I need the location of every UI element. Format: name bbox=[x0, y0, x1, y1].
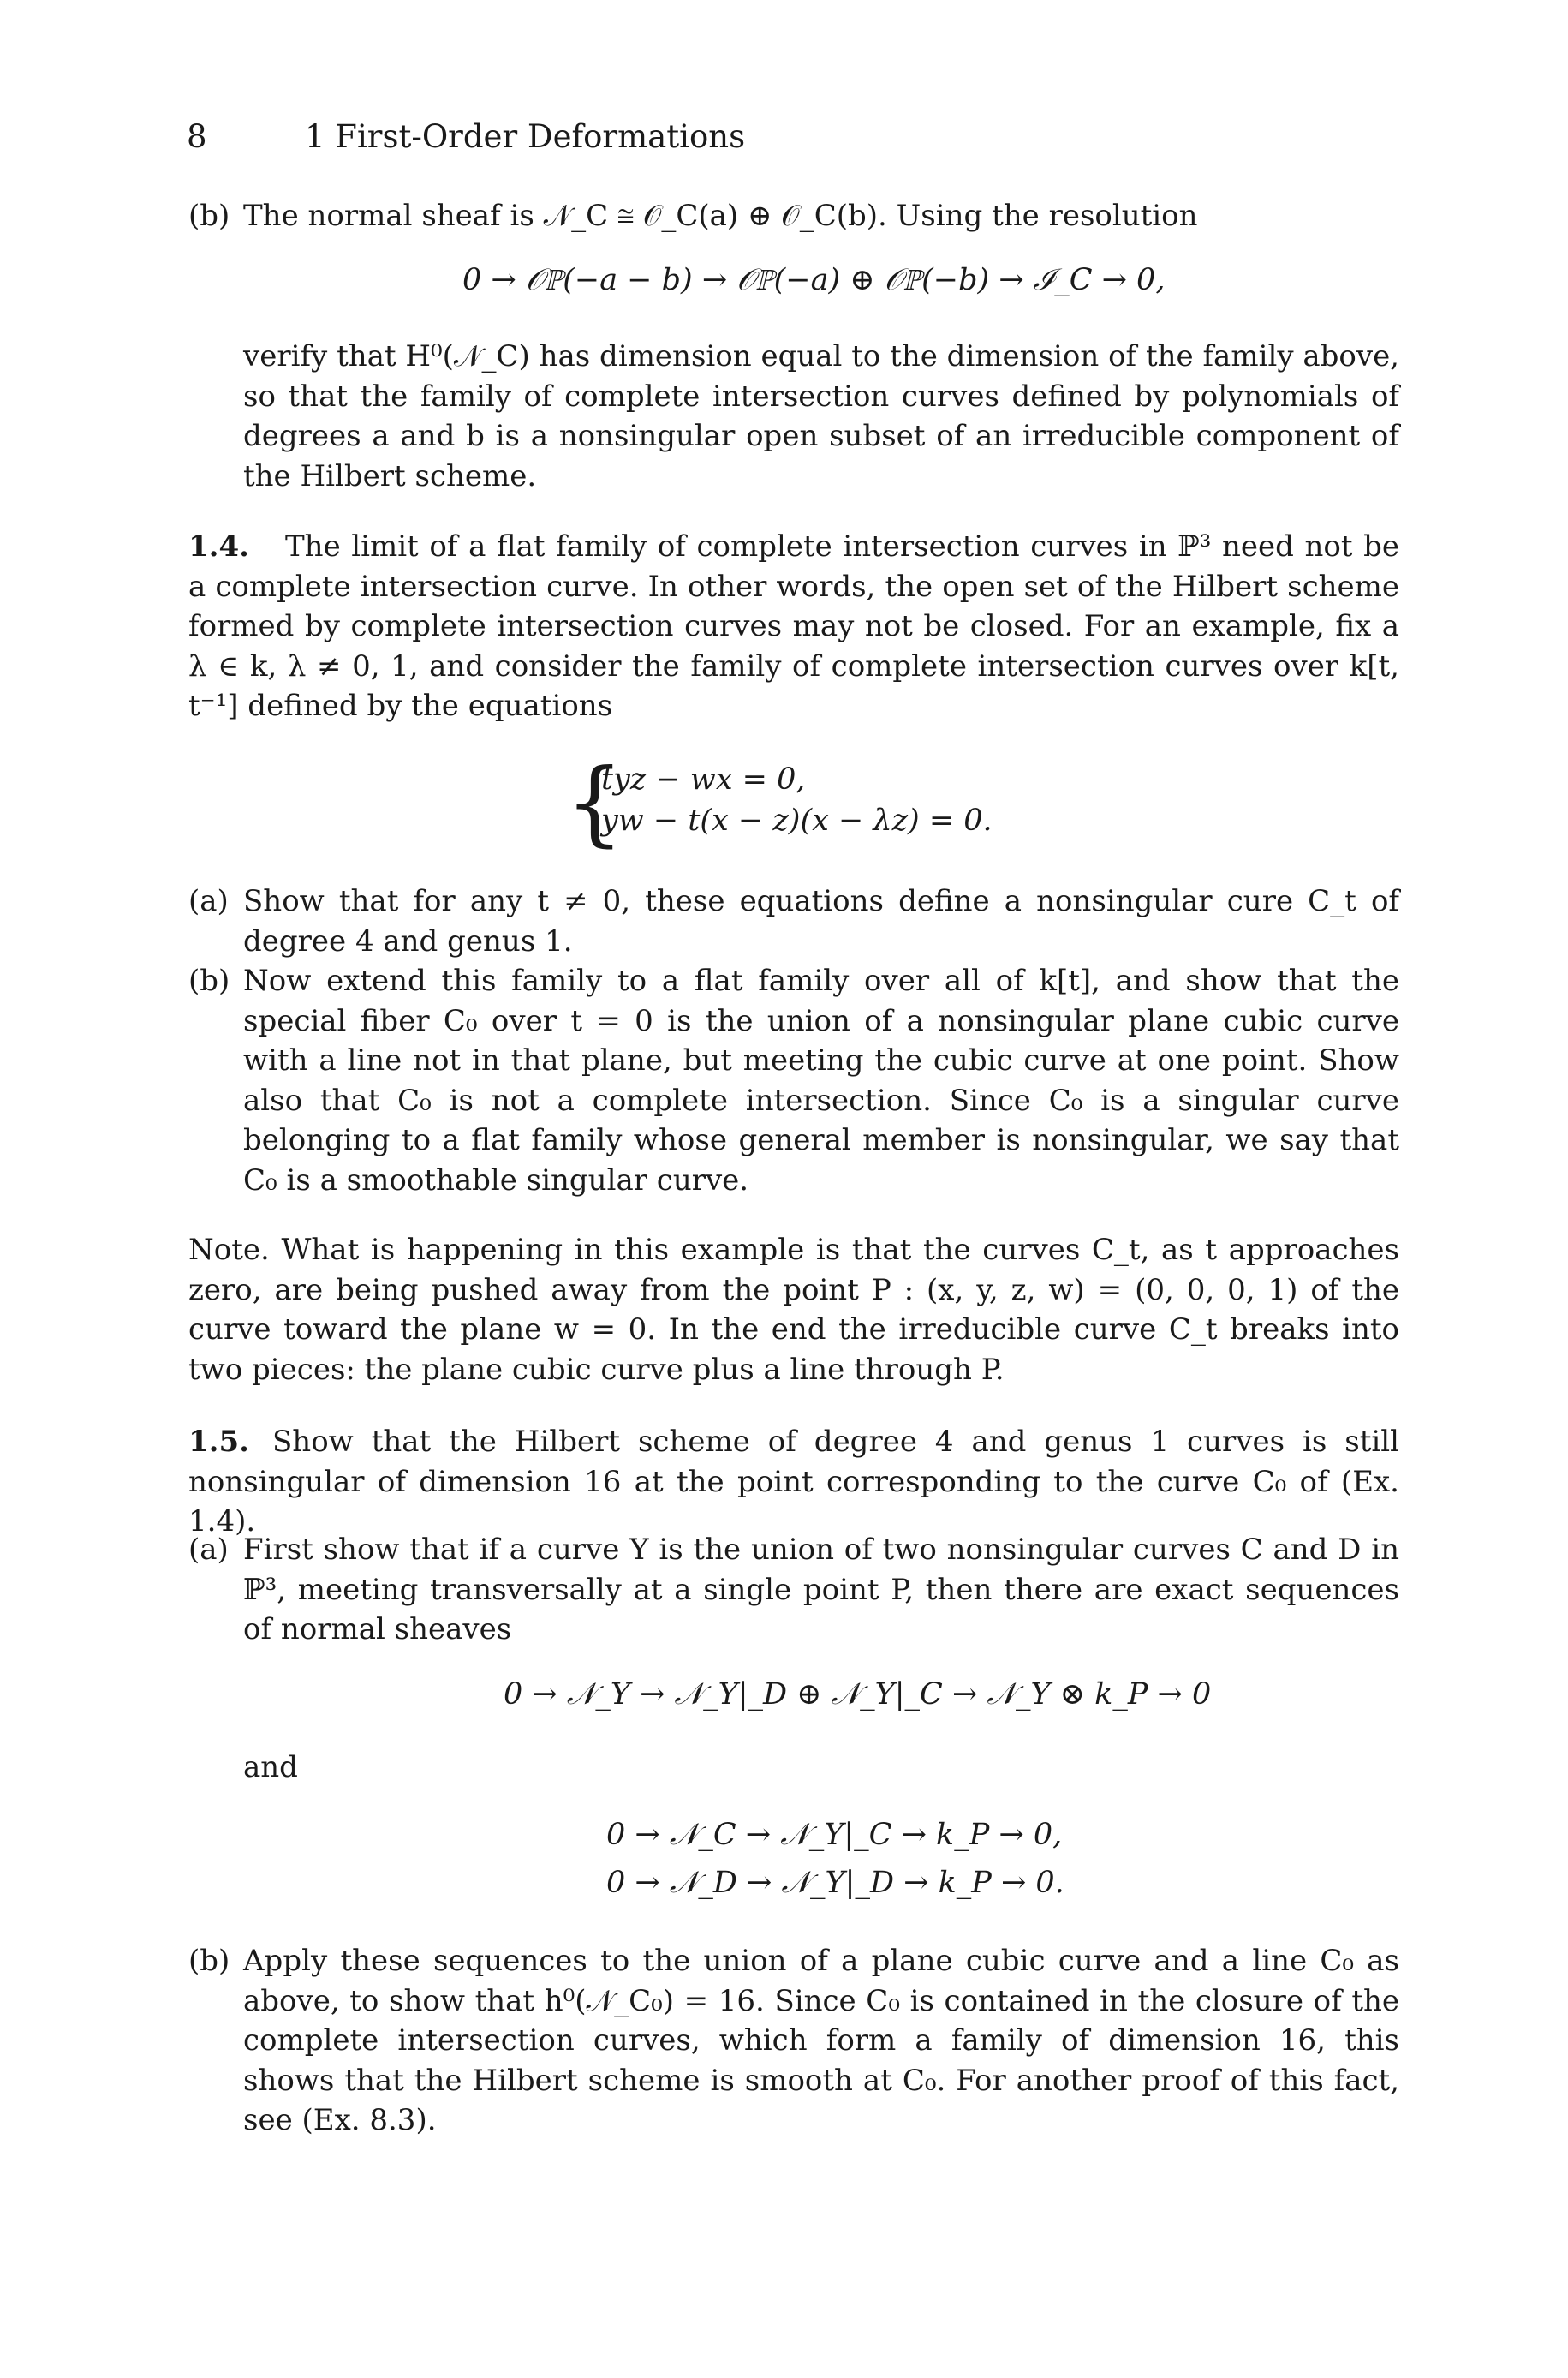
ex15-and: and bbox=[243, 1750, 298, 1784]
ex14-number: 1.4. bbox=[188, 529, 249, 564]
ex14-note: Note. What is happening in this example is that the curves C_t, as t approaches zero, are being pushed away from the point P : (x, y, z, w) = (0, 0, 0, 1) of the curve toward the plane w = 0. In the end the irreducible curve C_t breaks into two pieces: the plane cubic curve plus a line through P. bbox=[188, 1233, 1399, 1387]
ex15a-label: (a) bbox=[188, 1533, 229, 1567]
ex14-eq1: tyz − wx = 0, bbox=[601, 762, 806, 797]
ex14-text: The limit of a flat family of complete intersection curves in ℙ³ need not be a complete intersection curve. In other words, the open set of the Hilbert scheme formed by complete intersection curves may not be closed. For an example, fix a λ ∈ k, λ ≠ 0, 1, and consider the family of complete intersection curves over k[t, t⁻¹] defined by the equations bbox=[188, 529, 1399, 723]
page-number: 8 bbox=[187, 118, 207, 155]
left-brace-icon: { bbox=[565, 750, 624, 857]
ex13b-intro: The normal sheaf is 𝒩_C ≅ 𝒪_C(a) ⊕ 𝒪_C(b). Using the resolution bbox=[243, 199, 1198, 233]
running-title: 1 First-Order Deformations bbox=[305, 118, 746, 155]
ex15-number: 1.5. bbox=[188, 1425, 249, 1459]
ex14-eq2: yw − t(x − z)(x − λz) = 0. bbox=[601, 804, 993, 838]
ex15-sequence-3: 0 → 𝒩_D → 𝒩_Y|_D → k_P → 0. bbox=[606, 1866, 1064, 1900]
ex15b-text: Apply these sequences to the union of a plane cubic curve and a line C₀ as above, to show that h⁰(𝒩_C₀) = 16. Since C₀ is contained in the closure of the complete intersection curves, which form a family of dimension 16, this shows that the Hilbert scheme is smooth at C₀. For another proof of this fact, see (Ex. 8.3). bbox=[243, 1944, 1399, 2137]
ex13b-after: verify that H⁰(𝒩_C) has dimension equal to the dimension of the family above, so that the family of complete intersection curves defined by polynomials of degrees a and b is a nonsingular open subset of an irreducible component of the Hilbert scheme. bbox=[243, 339, 1399, 493]
ex14b-label: (b) bbox=[188, 964, 230, 998]
ex15-text: Show that the Hilbert scheme of degree 4 and genus 1 curves is still nonsingular of dimension 16 at the point corresponding to the curve C₀ of (Ex. 1.4). bbox=[188, 1425, 1399, 1539]
ex13b-resolution: 0 → 𝒪ℙ(−a − b) → 𝒪ℙ(−a) ⊕ 𝒪ℙ(−b) → ℐ_C → 0, bbox=[462, 263, 1166, 297]
ex13b-label: (b) bbox=[188, 199, 230, 233]
ex15-sequence-1: 0 → 𝒩_Y → 𝒩_Y|_D ⊕ 𝒩_Y|_C → 𝒩_Y ⊗ k_P → 0 bbox=[504, 1677, 1212, 1712]
ex15a-text: First show that if a curve Y is the union of two nonsingular curves C and D in ℙ³, meeting transversally at a single point P, then there are exact sequences of normal sheaves bbox=[243, 1533, 1399, 1646]
ex15b-label: (b) bbox=[188, 1944, 230, 1978]
ex14b-text: Now extend this family to a flat family over all of k[t], and show that the special fiber C₀ over t = 0 is the union of a nonsingular plane cubic curve with a line not in that plane, but meeting the cubic curve at one point. Show also that C₀ is not a complete intersection. Since C₀ is a singular curve belonging to a flat family whose general member is nonsingular, we say that C₀ is a smoothable singular curve. bbox=[243, 964, 1399, 1198]
ex15-sequence-2: 0 → 𝒩_C → 𝒩_Y|_C → k_P → 0, bbox=[606, 1818, 1063, 1852]
ex14a-text: Show that for any t ≠ 0, these equations define a nonsingular cure C_t of degree 4 and genus 1. bbox=[243, 884, 1399, 959]
ex14a-label: (a) bbox=[188, 884, 229, 918]
